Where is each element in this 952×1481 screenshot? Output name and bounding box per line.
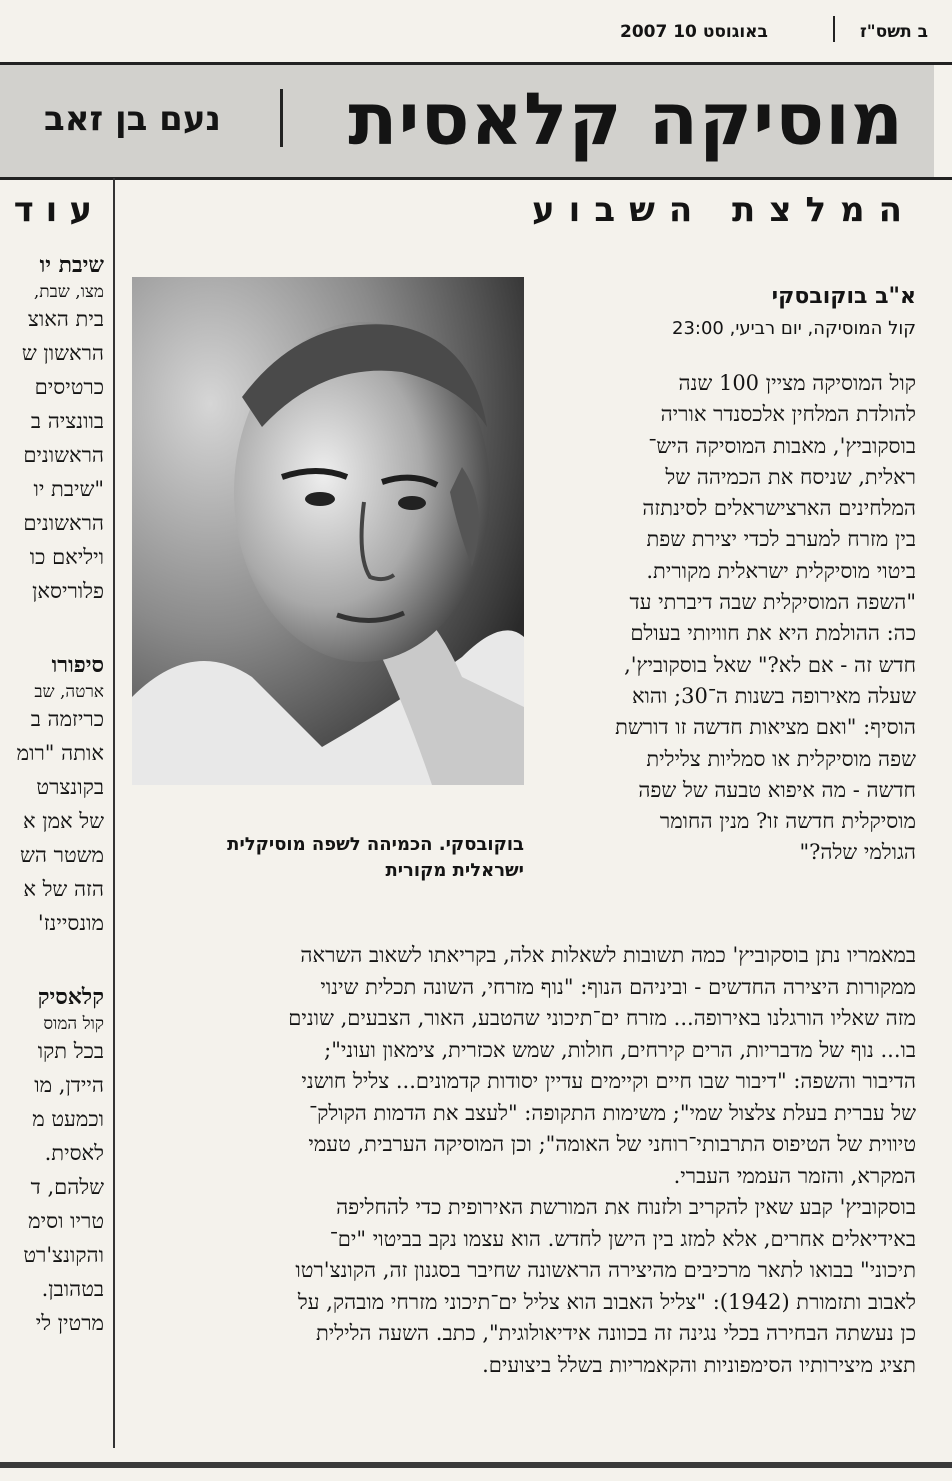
text-line: תיכוני" בבואו לתאר מרכיבים מהיצירה הראשונה שחיבר בסגנון זה, הקונצ'רטו (295, 1258, 916, 1282)
sidebar-line: והקונצ'רט (23, 1243, 104, 1267)
sidebar-line: אותה "רומ (16, 741, 104, 765)
sidebar-line: בוונציה ב (30, 409, 104, 433)
caption-line: בוקובסקי. הכמיהה לשפה מוסיקלית (227, 834, 524, 855)
sidebar-line: כרטיסים (34, 375, 104, 399)
text-line: שעלה מאירופה בשנות ה־30; והוא (631, 683, 916, 708)
text-line: של עברית בעלת צלצול שמי"; משימות התקופה: "לעצב את הדמות הקולק־ (309, 1100, 916, 1125)
dateline-divider (833, 16, 835, 42)
text-line: "השפה המוסיקלית שבה דיברתי עד (629, 590, 916, 615)
sidebar-line: הראשונים (23, 443, 104, 467)
sidebar-line: הזה של א (23, 877, 104, 901)
bottom-rule (0, 1462, 952, 1468)
article-meta: קול המוסיקה, יום רביעי, 23:00 (672, 318, 916, 339)
text-line: ראלית, שניסח את הכמיהה של (665, 464, 916, 489)
text-line: לאבוב ותזמורת (1942): "צליל האבוב הוא צליל ים־תיכוני מזרחי מובהק, על (297, 1289, 916, 1314)
sidebar-line: של אמן א (22, 809, 104, 833)
text-line: ממקורות היצירה החדשים - וביניהם הנוף: "נוף מזרחי, השונה תכלית שינוי (320, 974, 916, 999)
hebrew-date: ב תשס"ז (860, 22, 929, 42)
sidebar-item-meta: מצו, שבת, (33, 282, 104, 302)
text-line: באידיאלים אחרים, אלא למזג בין הישן לחדש. הוא עצמו נקב בביטוי "ים־ (329, 1226, 916, 1251)
sidebar-item-title: קלאסיק (37, 984, 104, 1010)
section-title: מוסיקה קלאסית (348, 77, 904, 161)
sidebar-item-title: שיבת יו (39, 252, 104, 278)
text-line: טיווית של הטיפוס התרבותי־רוחני של האומה"; וכן המוסיקה הערבית, טעמי (308, 1132, 916, 1156)
sidebar-line: פלוריסאן (32, 579, 104, 603)
portrait-photo (132, 277, 524, 785)
section-banner (0, 62, 952, 180)
text-line: בוסקוביץ' קבע שאין להקריב ולזנוח את המורשת האירופית כדי להחליפה (336, 1195, 916, 1219)
sidebar-line: בכל תקו (37, 1039, 104, 1063)
sidebar-line: וכמעט מ (32, 1107, 104, 1131)
sidebar-column (0, 178, 106, 1458)
text-line: בוסקוביץ', מאבות המוסיקה היש־ (648, 433, 916, 458)
sidebar-item-meta: ארטה, שב (34, 682, 104, 702)
sidebar-line: בטהובן. (41, 1277, 104, 1301)
sidebar-line: הראשונים (23, 511, 104, 535)
sidebar-line: ויליאם כו (29, 545, 104, 569)
main-header: המלצת השבוע (532, 190, 916, 230)
text-line: הדיבור והשפה: "דיבור שבו חיים וקיימים עדיין יסודות קדמונים... צליל חושני (301, 1069, 916, 1093)
banner-divider (280, 89, 283, 147)
sidebar-line: טריו וסימ (28, 1209, 104, 1233)
text-line: הוסיף: "ואם מציאות חדשה זו דורשת (615, 715, 916, 740)
sidebar-line: בקונצרט (36, 775, 104, 799)
text-line: המקרא, והזמר העממי העברי. (673, 1163, 916, 1188)
sidebar-line: מונסיינז' (37, 911, 104, 935)
column-rule (113, 178, 115, 1448)
text-line: חדשה - מה איפוא טבעה של שפה (638, 777, 916, 802)
column-author: נעם בן זאב (44, 99, 221, 139)
sidebar-item-title: סיפורו (51, 652, 104, 678)
text-line: תציג מיצירותיו הסימפוניות והקאמריות בשלל ביצועים. (482, 1352, 916, 1377)
article-column-text (536, 368, 916, 869)
sidebar-line: לאסית. (44, 1141, 104, 1165)
text-line: שפה מוסיקלית או סמליות צלילית (646, 746, 916, 771)
dateline (0, 14, 952, 54)
text-line: המלחינים הארצישראלים לסינתזה (642, 496, 916, 521)
sidebar-header: עוד (13, 190, 104, 230)
sidebar-line: שלהם, ד (30, 1175, 104, 1199)
sidebar-line: מרטין לי (35, 1311, 104, 1335)
photo-caption (132, 832, 524, 884)
article-title: א"ב בוקובסקי (771, 284, 916, 309)
text-line: כן נעשתה הבחירה בכלי נגינה זה בכוונה אידיאולוגית", כתב. השעה הלילית (315, 1321, 916, 1345)
text-line: כה: ההולמת היא את חוויותי בעולם (630, 621, 916, 646)
issue-date: 2007 10 באוגוסט (620, 22, 768, 42)
text-line: להולדת המלחין אלכסנדר אוריה (660, 402, 916, 427)
text-line: בין מזרח למערב לכדי יצירת שפת (646, 527, 916, 552)
portrait-illustration (132, 277, 524, 785)
text-line: בו... נוף של מדבריות, הרים קירחים, חולות, שמש אכזרית, צימאון ועוני"; (324, 1037, 916, 1062)
article-full-width-text (116, 940, 916, 1381)
text-line: חדש זה - אם לא?" שאל בוסקוביץ', (624, 652, 916, 677)
sidebar-line: "שיבת יו (33, 477, 104, 501)
sidebar-line: משטר הש (20, 843, 104, 867)
text-line: במאמריו נתן בוסקוביץ' כמה תשובות לשאלות אלה, בקריאתו לשאוב השראה (300, 943, 916, 967)
sidebar-item-meta: קול המוס (43, 1014, 104, 1034)
text-line: קול המוסיקה מציין 100 שנה (678, 371, 916, 395)
text-line: מזה שאליו הורגלנו באירופה... מזרח ים־תיכוני שהטבע, האור, הצבעים, שונים (288, 1006, 916, 1030)
text-line: מוסיקלית חדשה זו? מנין החומר (659, 809, 916, 834)
banner-edge (934, 65, 952, 177)
text-line: ביטוי מוסיקלית ישראלית מקורית. (646, 558, 916, 583)
caption-line: ישראלית מקורית (385, 860, 524, 881)
text-line: הגולמי שלה?" (799, 840, 916, 865)
sidebar-line: הראשון ש (21, 341, 104, 365)
sidebar-line: היידן, מו (34, 1073, 104, 1097)
sidebar-line: בית האוצ (27, 307, 104, 331)
sidebar-line: כריזמה ב (30, 707, 104, 731)
